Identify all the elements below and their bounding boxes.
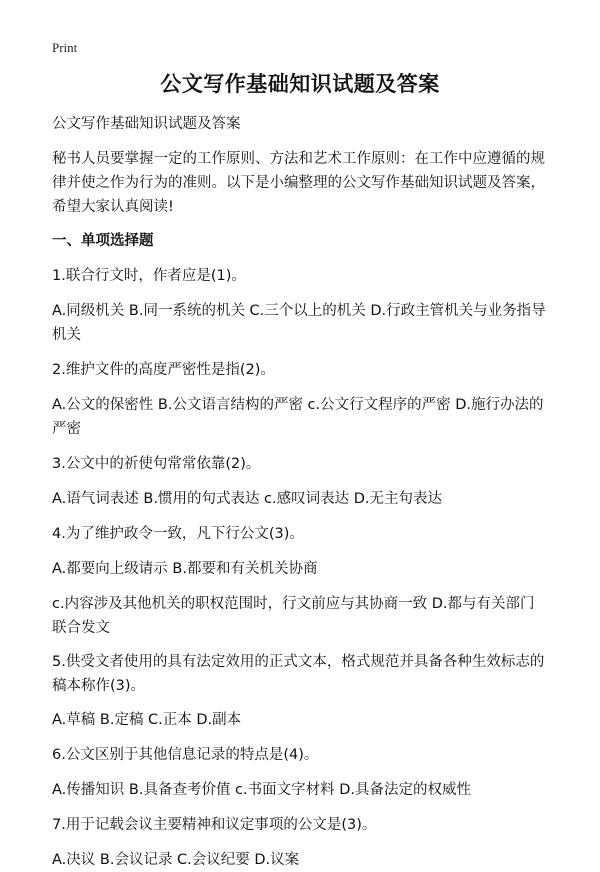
question-6-options: A.传播知识 B.具备查考价值 c.书面文字材料 D.具备法定的权威性 bbox=[52, 782, 472, 798]
question-2-options: A.公文的保密性 B.公文语言结构的严密 c.公文行文程序的严密 D.施行办法的严密 bbox=[52, 397, 544, 437]
question-1-options: A.同级机关 B.同一系统的机关 C.三个以上的机关 D.行政主管机关与业务指导机关 bbox=[52, 303, 546, 343]
intro-paragraph: 秘书人员要掌握一定的工作原则、方法和艺术工作原则：在工作中应遵循的规律并使之作为行为的准则。以下是小编整理的公文写作基础知识试题及答案，希望大家认真阅读! bbox=[52, 151, 545, 215]
question-3-options: A.语气词表述 B.惯用的句式表达 c.感叹词表达 D.无主句表达 bbox=[52, 491, 443, 507]
question-4-options-a-b: A.都要向上级请示 B.都要和有关机关协商 bbox=[52, 561, 318, 577]
question-1: 1.联合行文时，作者应是(1)。 bbox=[52, 268, 246, 284]
question-5: 5.供受文者使用的具有法定效用的正式文本，格式规范并具备各种生效标志的稿本称作(3)。 bbox=[52, 654, 545, 694]
question-4: 4.为了维护政令一致，凡下行公文(3)。 bbox=[52, 526, 304, 542]
document-subtitle: 公文写作基础知识试题及答案 bbox=[52, 116, 241, 132]
question-7: 7.用于记载会议主要精神和议定事项的公文是(3)。 bbox=[52, 817, 377, 833]
question-7-options: A.决议 B.会议记录 C.会议纪要 D.议案 bbox=[52, 852, 300, 868]
question-2: 2.维护文件的高度严密性是指(2)。 bbox=[52, 362, 275, 378]
question-4-options-c-d: c.内容涉及其他机关的职权范围时，行文前应与其协商一致 D.都与有关部门联合发文 bbox=[52, 596, 535, 636]
section-heading: 一、单项选择题 bbox=[52, 233, 154, 249]
question-5-options: A.草稿 B.定稿 C.正本 D.副本 bbox=[52, 712, 242, 728]
document-title: 公文写作基础知识试题及答案 bbox=[160, 72, 440, 96]
question-3: 3.公文中的祈使句常常依靠(2)。 bbox=[52, 456, 261, 472]
question-6: 6.公文区别于其他信息记录的特点是(4)。 bbox=[52, 747, 319, 763]
print-label: Print bbox=[52, 40, 78, 55]
